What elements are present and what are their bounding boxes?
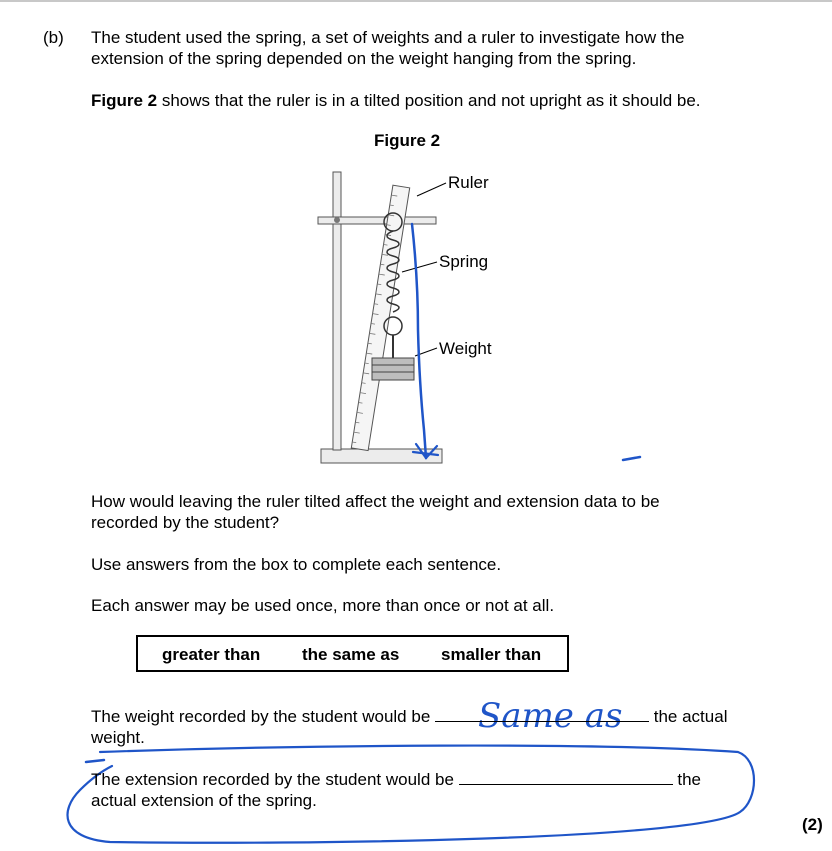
sentence-1-line-2: weight. [91, 728, 145, 747]
weight-stack [372, 358, 414, 380]
ruler-leader [417, 183, 446, 196]
sentence-1-answer-blank[interactable] [435, 705, 649, 722]
stand-rod [333, 172, 341, 450]
instruction: Use answers from the box to complete each sentence. [91, 555, 502, 574]
handwritten-dash [623, 457, 640, 460]
ruler-label: Ruler [448, 173, 489, 192]
option-smaller-than: smaller than [441, 645, 542, 664]
figure-reference-text: shows that the ruler is in a tilted position and not upright as it should be. [157, 91, 701, 110]
answer-options-box [136, 635, 569, 672]
sentence-2-line-2: actual extension of the spring. [91, 791, 317, 810]
intro-line-2: extension of the spring depended on the weight hanging from the spring. [91, 49, 637, 68]
handwritten-vertical-line [412, 224, 426, 458]
handwritten-answer-1: Same as [478, 696, 623, 736]
boss-clamp [334, 217, 340, 223]
prompt-line-2: recorded by the student? [91, 513, 280, 532]
option-greater-than: greater than [162, 645, 261, 664]
sentence-2 [91, 768, 701, 811]
sentence-2-answer-blank[interactable] [459, 768, 673, 785]
option-the-same-as: the same as [302, 645, 400, 664]
sentence-1 [91, 705, 727, 748]
handwritten-underline-stroke [86, 760, 104, 762]
sentence-2-start: The extension recorded by the student would be [91, 770, 454, 789]
figure-reference-bold: Figure 2 [91, 91, 158, 110]
sentence-1-start: The weight recorded by the student would be [91, 707, 431, 726]
prompt-line-1: How would leaving the ruler tilted affect the weight and extension data to be [91, 492, 660, 511]
part-label: (b) [43, 28, 64, 47]
usage-note: Each answer may be used once, more than once or not at all. [91, 596, 555, 615]
figure-caption: Figure 2 [374, 131, 441, 150]
sentence-2-end: the [677, 770, 702, 789]
weight-label: Weight [439, 339, 492, 358]
intro-line-1: The student used the spring, a set of weights and a ruler to investigate how the [91, 28, 685, 47]
prompt [91, 491, 660, 533]
sentence-1-end: the actual [653, 707, 728, 726]
spring-leader [402, 262, 437, 272]
spring-label: Spring [439, 252, 489, 271]
marks-indicator: (2) [802, 815, 823, 834]
